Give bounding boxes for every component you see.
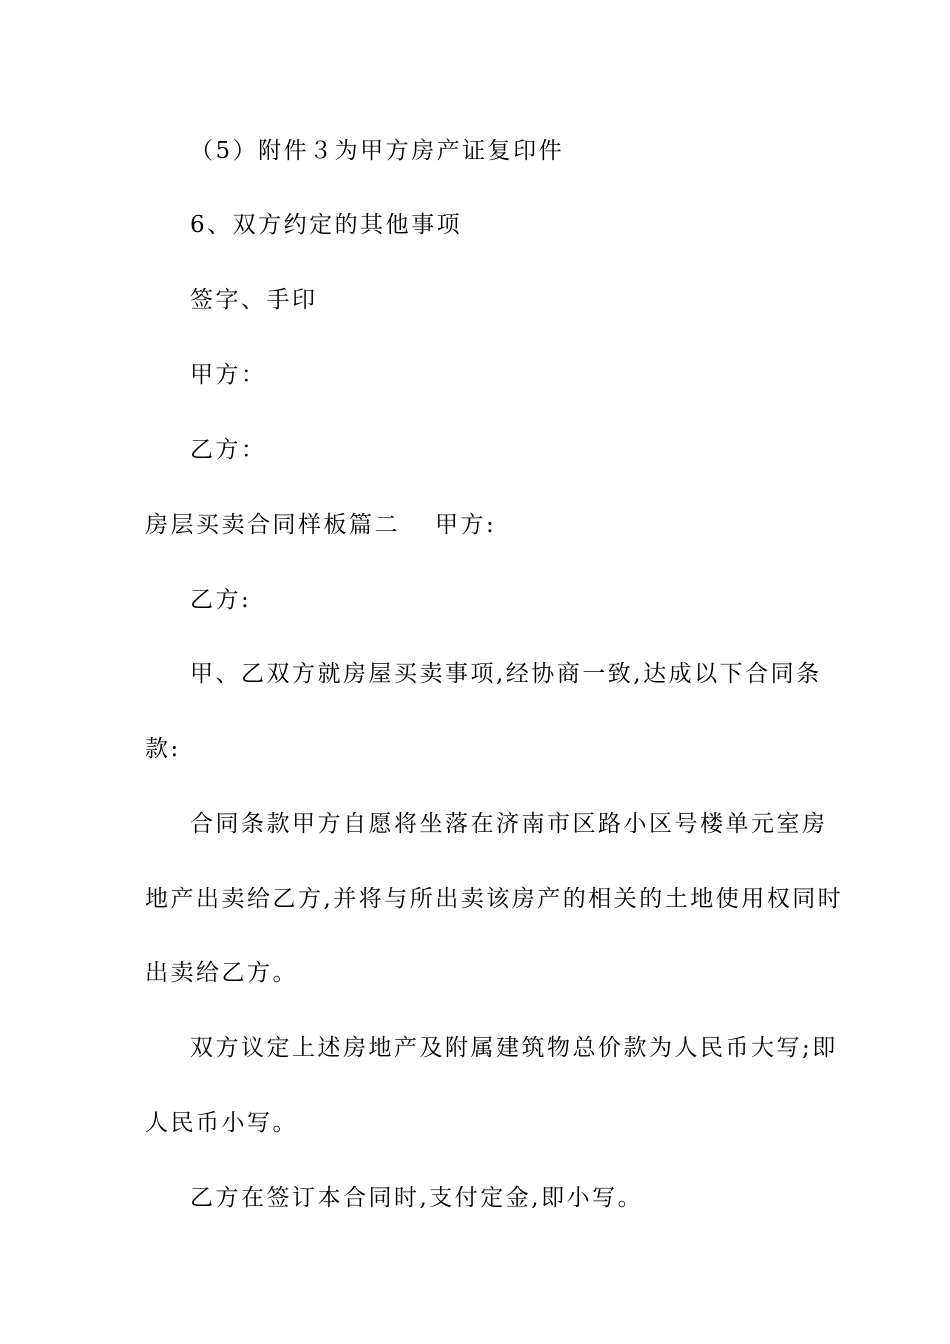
clause-paragraph-line-2: 地产出卖给乙方,并将与所出卖该房产的相关的土地使用权同时 bbox=[145, 886, 844, 912]
price-paragraph-line-1: 双方议定上述房地产及附属建筑物总价款为人民币大写;即 bbox=[190, 1035, 838, 1061]
party-b-label: 乙方： bbox=[190, 437, 267, 463]
other-matters-heading: 6、双方约定的其他事项 bbox=[190, 212, 463, 238]
party-a-label-2: 甲方: bbox=[435, 512, 497, 538]
section-title: 房层买卖合同样板篇二 bbox=[145, 512, 400, 538]
clause-paragraph-line-3: 出卖给乙方。 bbox=[145, 960, 298, 986]
party-a-label: 甲方： bbox=[190, 362, 267, 388]
deposit-paragraph: 乙方在签订本合同时,支付定金,即小写。 bbox=[190, 1185, 644, 1211]
clause-paragraph-line-1: 合同条款甲方自愿将坐落在济南市区路小区号楼单元室房 bbox=[190, 811, 828, 837]
party-b-label-2: 乙方: bbox=[190, 587, 252, 613]
intro-paragraph-line-2: 款: bbox=[145, 736, 181, 762]
price-paragraph-line-2: 人民币小写。 bbox=[145, 1110, 298, 1136]
attachment-3-line: （5）附件３为甲方房产证复印件 bbox=[190, 138, 565, 164]
intro-paragraph-line-1: 甲、乙双方就房屋买卖事项,经协商一致,达成以下合同条 bbox=[190, 661, 822, 687]
signature-heading: 签字、手印 bbox=[190, 287, 318, 313]
